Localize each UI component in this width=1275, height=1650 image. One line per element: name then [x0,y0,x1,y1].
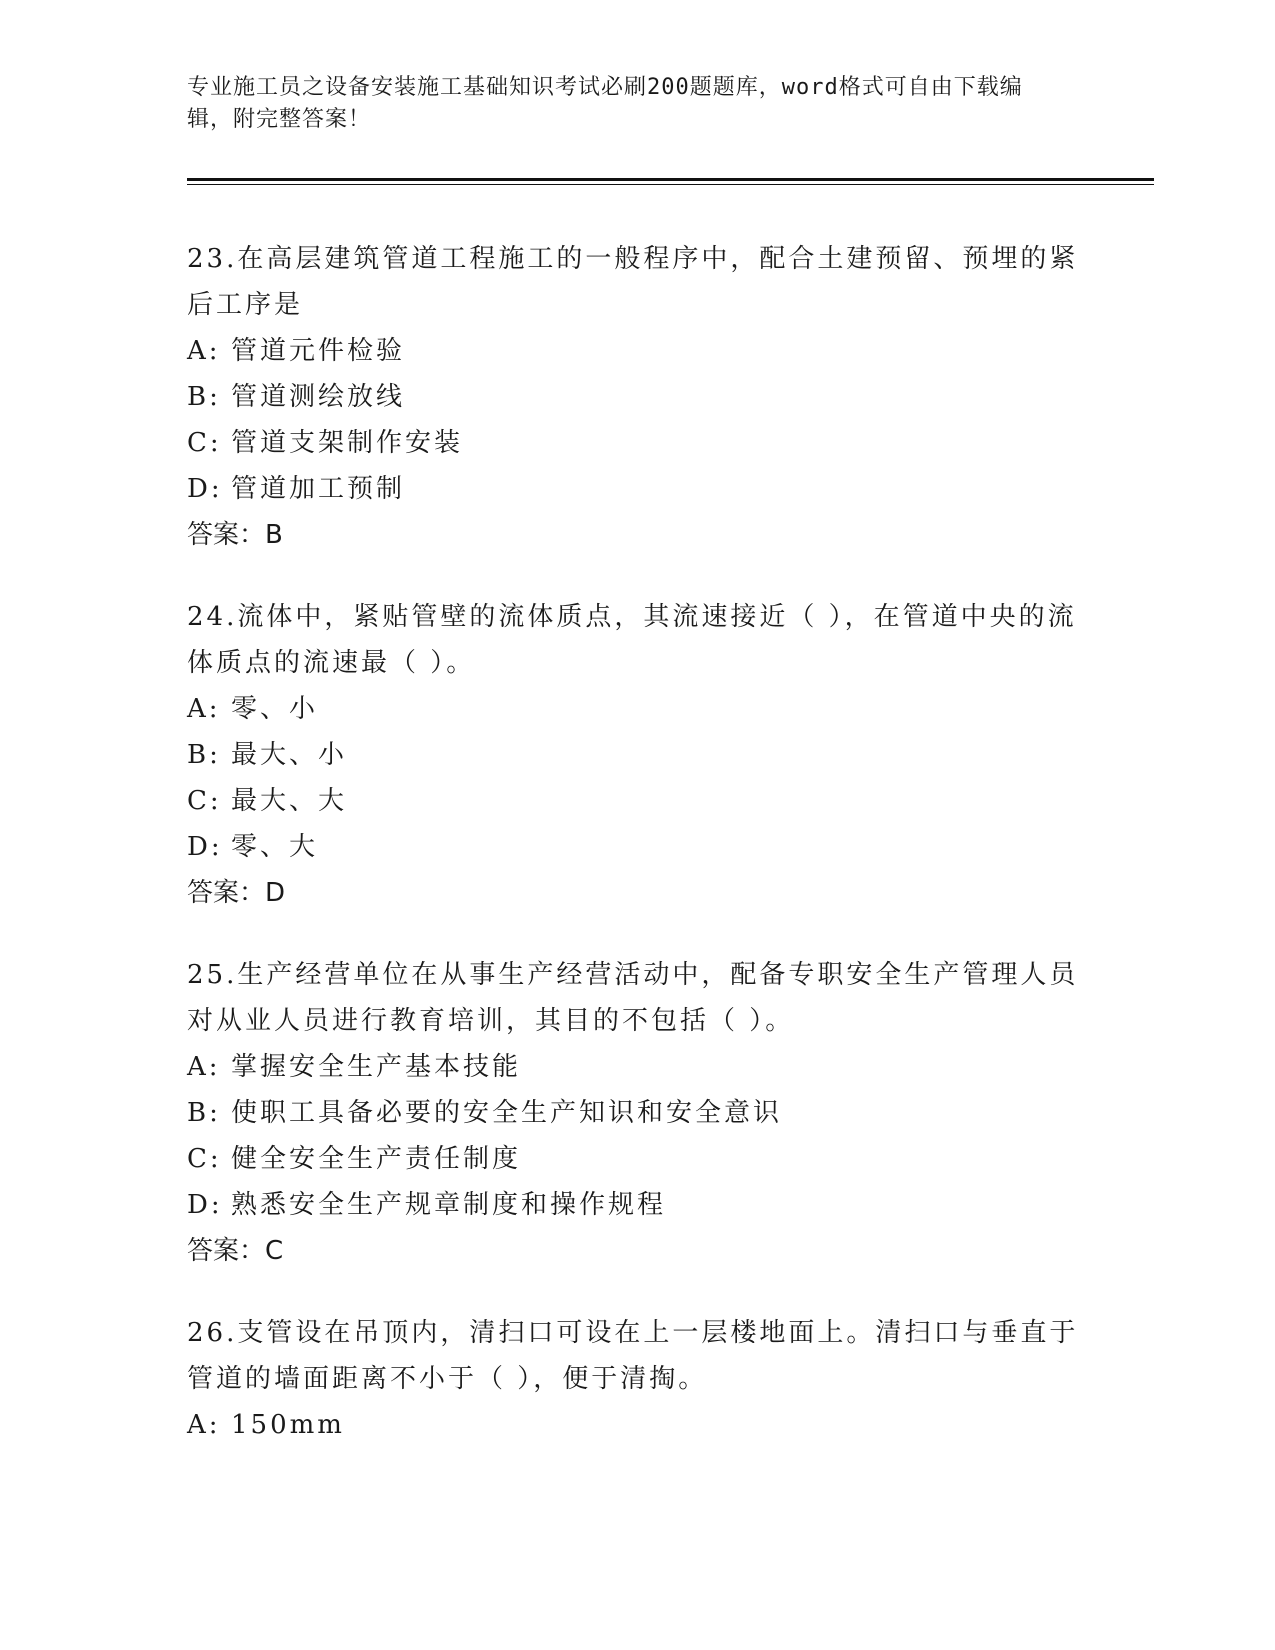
option-letter: A: [187,694,221,724]
option-d [187,824,1087,870]
option-letter: B: [187,382,221,412]
option-b [187,732,1087,778]
answer-label: 答案： [187,1236,266,1266]
header-divider-thin [187,184,1154,185]
option-letter: A: [187,1052,221,1082]
option-d [187,1182,1087,1228]
option-text: 使职工具备必要的安全生产知识和安全意识 [231,1098,783,1128]
option-letter: C: [187,428,222,458]
option-letter: C: [187,1144,222,1174]
option-letter: D: [187,832,223,862]
question-list [187,236,1087,1484]
answer-label: 答案： [187,878,266,908]
option-d [187,466,1087,512]
option-text: 管道加工预制 [231,474,406,504]
document-header: 专业施工员之设备安装施工基础知识考试必刷200题题库，word格式可自由下载编辑，附完整答案！ [187,75,1023,132]
answer-line [187,512,1087,558]
answer-label: 答案： [187,520,266,550]
option-letter: B: [187,740,221,770]
option-letter: C: [187,786,222,816]
option-c [187,778,1087,824]
question-stem: 23.在高层建筑管道工程施工的一般程序中，配合土建预留、预埋的紧后工序是 [187,244,1079,320]
question-26 [187,1310,1087,1448]
option-letter: D: [187,474,223,504]
question-25 [187,952,1087,1274]
option-text: 健全安全生产责任制度 [231,1144,522,1174]
option-letter: A: [187,1410,221,1440]
option-c [187,420,1087,466]
option-text: 150mm [231,1410,345,1440]
option-text: 管道元件检验 [231,336,406,366]
question-stem: 25.生产经营单位在从事生产经营活动中，配备专职安全生产管理人员对从业人员进行教育培训，其目的不包括（ ）。 [187,960,1079,1036]
option-letter: B: [187,1098,221,1128]
question-stem: 24.流体中，紧贴管壁的流体质点，其流速接近（ ），在管道中央的流体质点的流速最（ ）。 [187,602,1077,678]
option-text: 管道测绘放线 [231,382,406,412]
option-a [187,686,1087,732]
option-text: 最大、大 [231,786,348,816]
question-23 [187,236,1087,558]
option-text: 管道支架制作安装 [231,428,464,458]
answer-value: B [265,520,283,550]
option-letter: D: [187,1190,223,1220]
question-stem: 26.支管设在吊顶内，清扫口可设在上一层楼地面上。清扫口与垂直于管道的墙面距离不小于（ ），便于清掏。 [187,1318,1079,1394]
option-a [187,1402,1087,1448]
answer-line [187,870,1087,916]
option-text: 零、大 [231,832,319,862]
option-text: 熟悉安全生产规章制度和操作规程 [231,1190,667,1220]
option-text: 掌握安全生产基本技能 [231,1052,522,1082]
option-a [187,1044,1087,1090]
option-letter: A: [187,336,221,366]
option-text: 零、小 [231,694,319,724]
answer-line [187,1228,1087,1274]
option-text: 最大、小 [231,740,348,770]
answer-value: D [265,878,286,908]
option-b [187,374,1087,420]
option-c [187,1136,1087,1182]
question-24 [187,594,1087,916]
option-b [187,1090,1087,1136]
option-a [187,328,1087,374]
answer-value: C [265,1236,284,1266]
header-divider-thick [187,178,1154,181]
